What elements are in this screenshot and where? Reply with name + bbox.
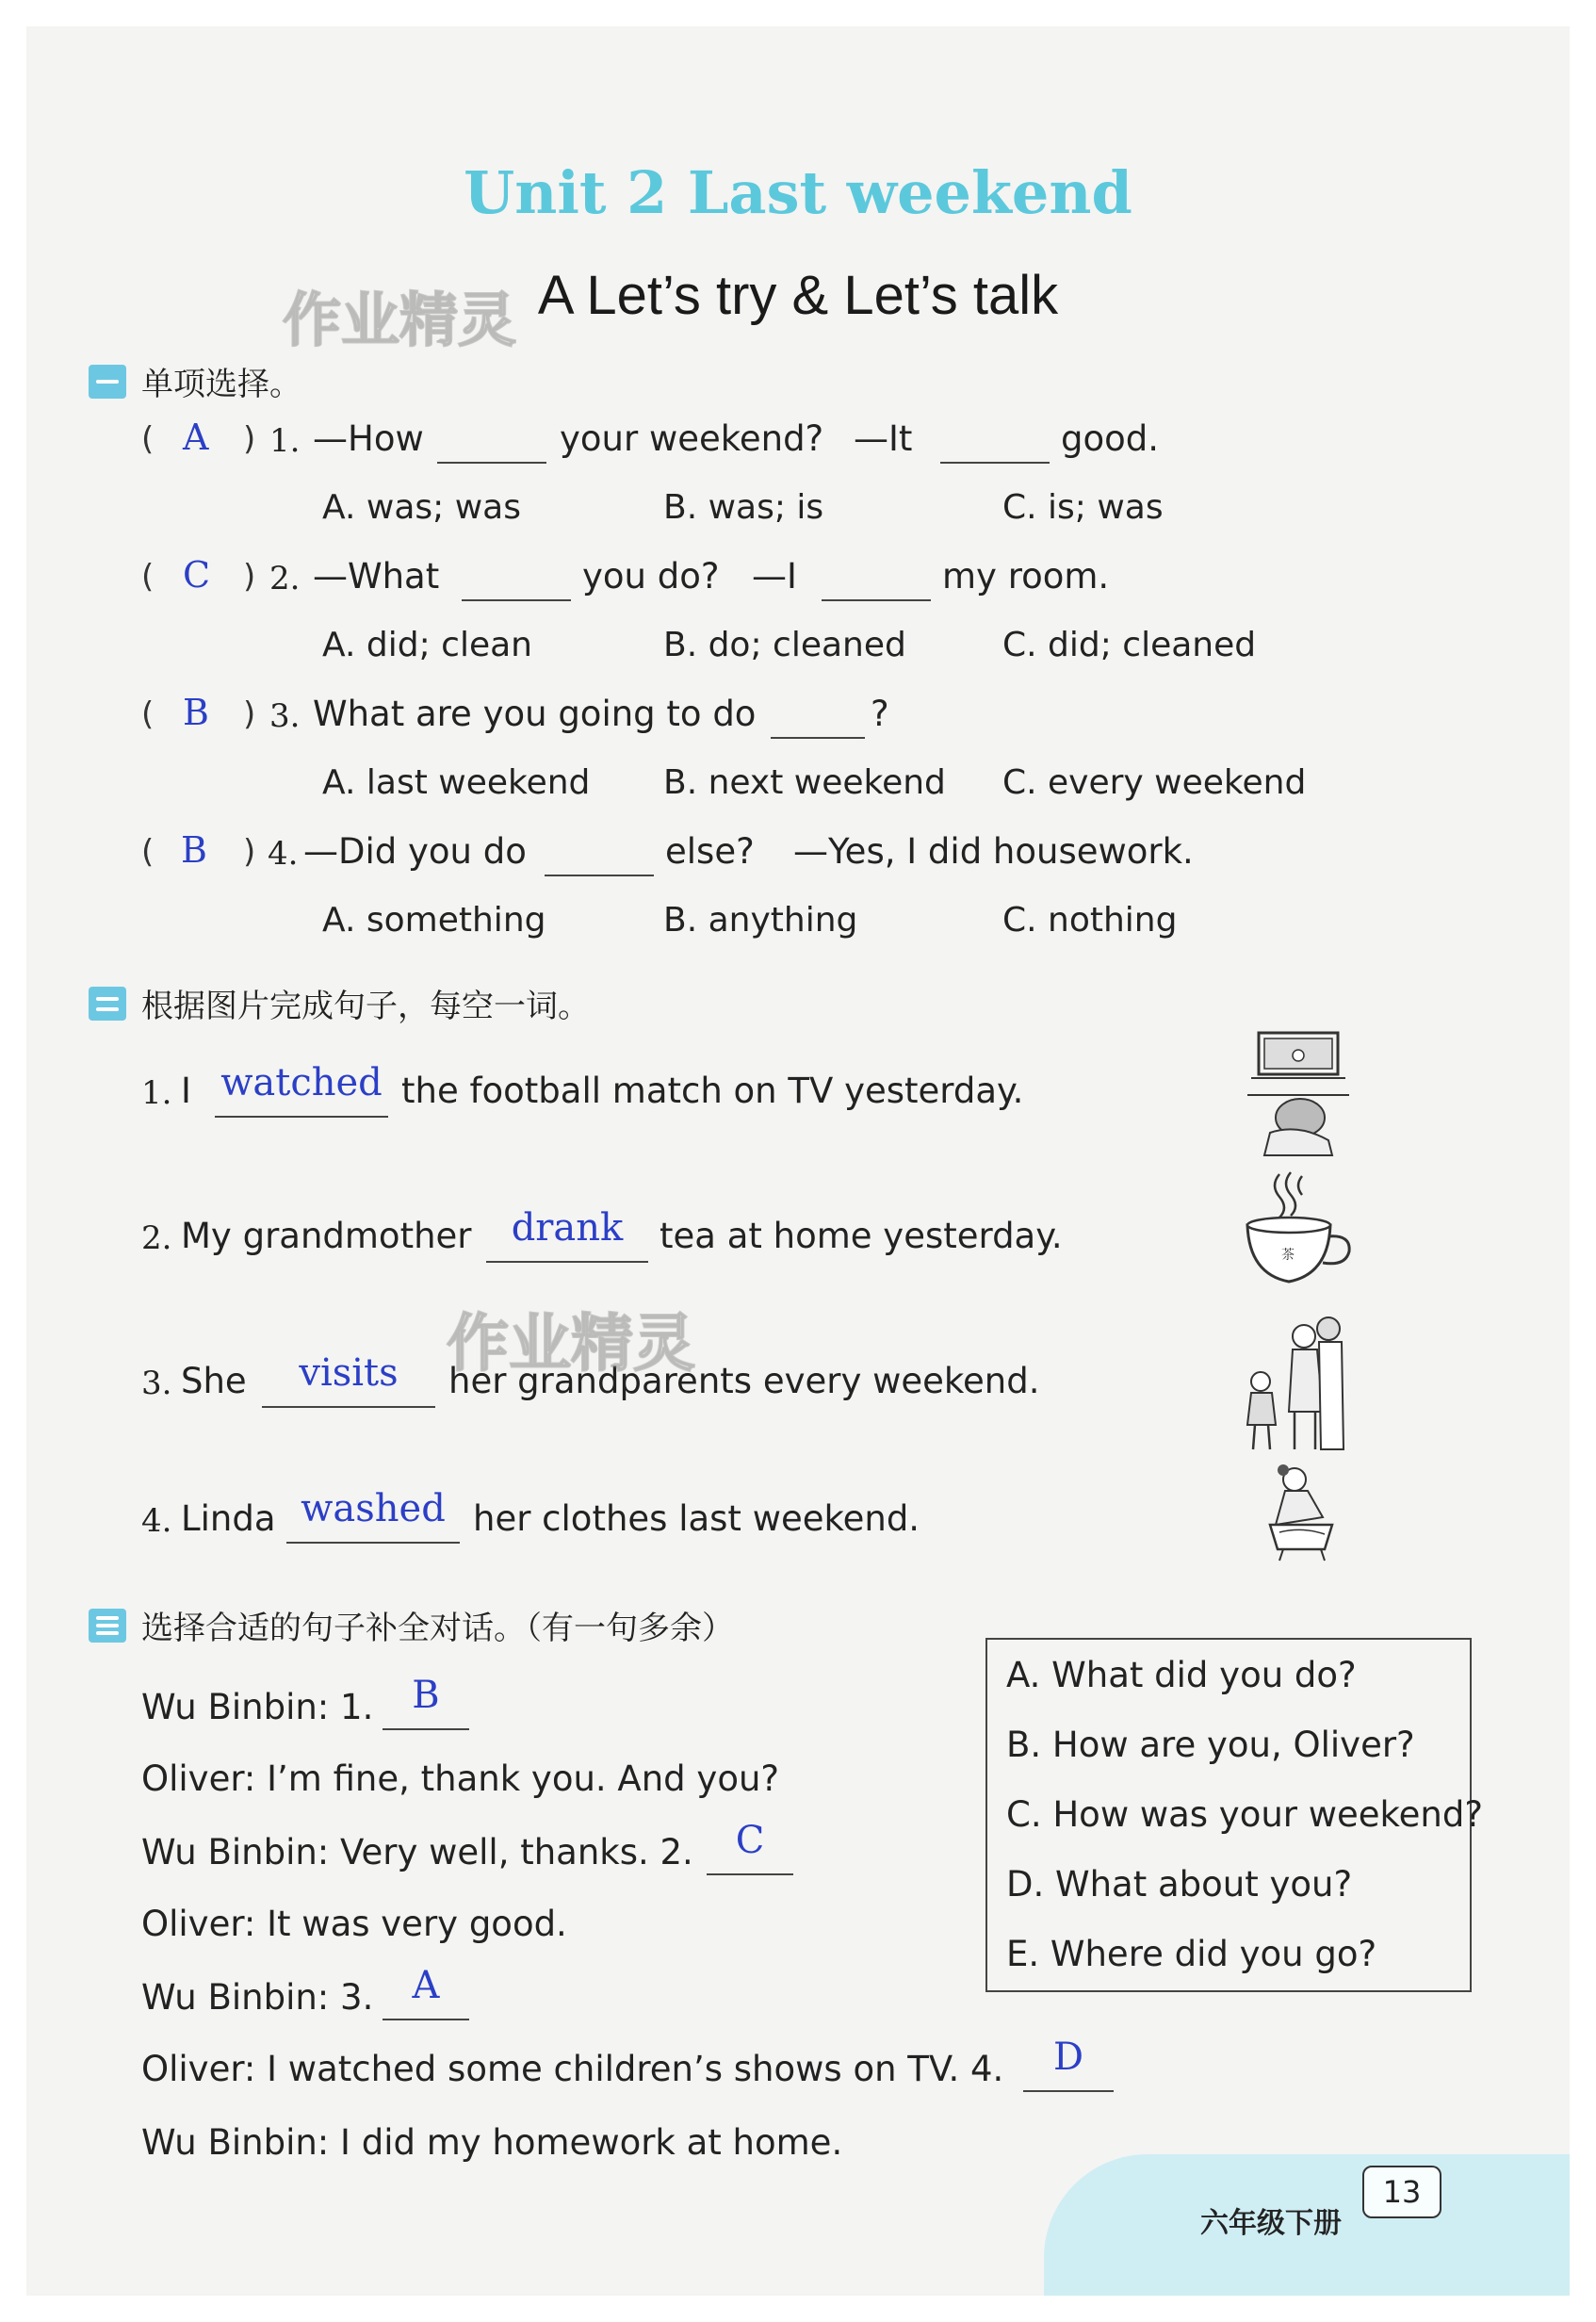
svg-text:茶: 茶 [1281,1248,1295,1263]
dialogue-answer-4: D [1023,2036,1114,2092]
unit-title: Unit 2 Last weekend [464,158,1132,227]
option-b: B. How are you, Oliver? [1006,1725,1415,1765]
dialogue-line-4: Oliver: It was very good. [141,1904,567,1944]
grade-label: 六年级下册 [1200,2207,1342,2240]
answer-q1: A [183,417,209,458]
blank [771,737,865,739]
fill-answer-2: drank [486,1206,648,1263]
section2-icon [89,987,126,1021]
answer-q2: C [183,554,211,596]
answer-q4: B [181,829,207,871]
option-c: C. How was your weekend? [1006,1794,1484,1835]
option-d: D. What about you? [1006,1864,1353,1905]
blank [822,599,931,601]
blank [940,462,1050,464]
dialogue-line-2: Oliver: I’m fine, thank you. And you? [141,1758,780,1799]
dialogue-line-1: Wu Binbin: 1. [141,1687,374,1727]
section1-icon [89,365,126,399]
dialogue-line-6: Oliver: I watched some children’s shows on TV. 4. [141,2049,1004,2089]
dialogue-line-5: Wu Binbin: 3. [141,1977,374,2018]
section2-heading: 根据图片完成句子，每空一词。 [89,980,590,1026]
fill-answer-1: watched [215,1061,388,1118]
tea-cup-icon [1232,1165,1355,1297]
dialogue-answer-1: B [383,1674,469,1730]
section1-heading: 单项选择。 [89,358,301,404]
blank [437,462,546,464]
blank [462,599,571,601]
answer-q3: B [183,692,209,733]
section3-heading: 选择合适的句子补全对话。（有一句多余） [89,1602,734,1648]
washing-clothes-icon [1242,1459,1355,1562]
grandparents-icon [1236,1308,1359,1459]
blank [545,875,654,876]
page-number: 13 [1362,2166,1441,2218]
worksheet-page: Unit 2 Last weekend 作业精灵 A Let’s try & Let’s talk 单项选择。 ( A ) 1. —How your weekend? —It good. A. was; was B. was; is C. is; was ( C ) 2. —What you do? —I my room. A. did; clean B. do; cleaned C. did; cleaned ( B ) 3. What are you going to do ? A. last weekend B. next weekend C. every weekend ( B ) 4. —Did you do else? —Yes, I did housework. A. something B. anything C. nothing 根据图片完成句子，每空一词。 1. I watched the football match on TV yesterday. 2. My grandmother drank tea at home yesterday. 3. She visits her grandparents every weekend. 4. Linda washed her clothes last weekend. 作业精灵 茶 选择合适的句子补全对话。（有一句多余） A. What did you do? B. How are you, Oliver? C. How was your weekend? D. What about you? E. Where did you go? Wu Binbin: 1. B Oliver: I’m fine, thank you. And you? Wu Binbin: Very well, thanks. 2. C Oliver: It was very good. Wu Binbin: 3. A Oliver: I watched some children’s shows on TV. 4. D Wu Binbin: I did my homework at home. 六年级下册 [26,26,1570,2296]
options-box [985,1638,1484,1992]
fill-answer-4: washed [286,1487,460,1544]
fill-answer-3: visits [262,1351,435,1408]
dialogue-line-3: Wu Binbin: Very well, thanks. 2. [141,1832,693,1872]
dialogue-answer-2: C [707,1819,793,1875]
dialogue-line-7: Wu Binbin: I did my homework at home. [141,2122,843,2163]
dialogue-answer-3: A [383,1964,469,2020]
section3-icon [89,1609,126,1643]
watermark-center: 作业精灵 [447,1307,695,1380]
option-a: A. What did you do? [1006,1655,1357,1695]
tv-football-icon [1242,1029,1355,1157]
watermark: 作业精灵 [283,286,517,354]
lesson-title: A Let’s try & Let’s talk [537,265,1059,326]
option-e: E. Where did you go? [1006,1934,1377,1974]
